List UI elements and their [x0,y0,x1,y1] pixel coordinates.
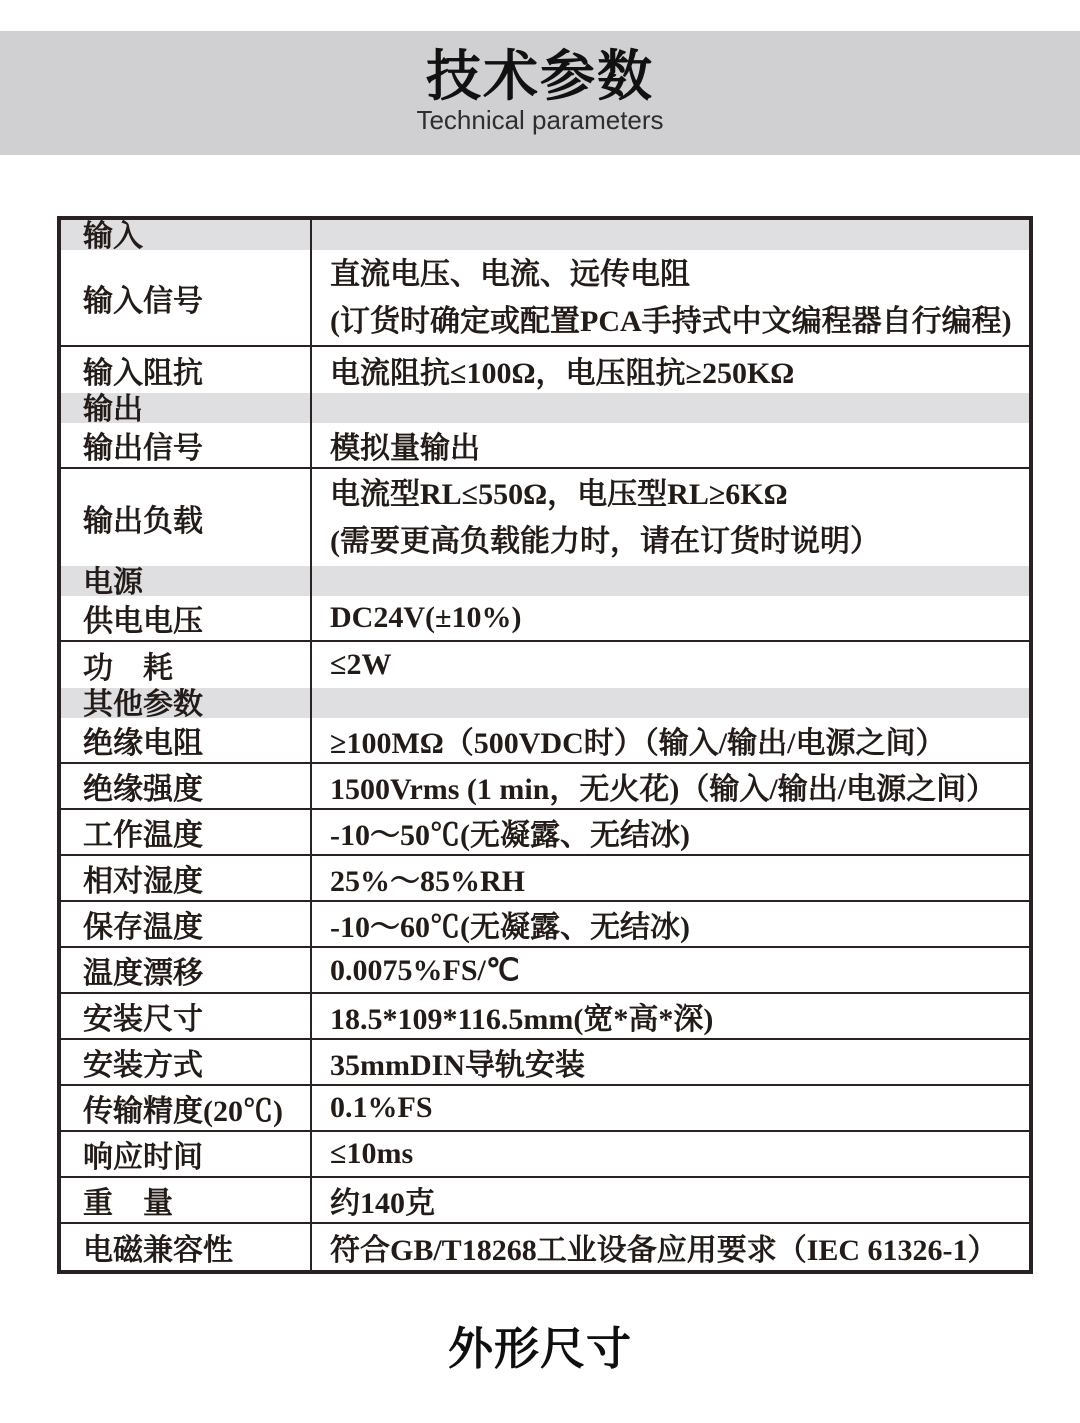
table-row [61,347,1029,393]
param-value-line: (订货时确定或配置PCA手持式中文编程器自行编程) [330,304,1012,338]
param-value-line: -10～50℃(无凝露、无结冰) [330,819,690,852]
param-value-line: 电流型RL≤550Ω，电压型RL≥6KΩ [330,477,788,511]
param-value-line: 0.0075%FS/℃ [330,953,520,987]
param-value-cell [312,1178,1029,1222]
param-value-line: (需要更高负载能力时，请在订货时说明） [330,524,880,558]
param-value-cell [312,642,1029,688]
param-value-cell [312,764,1029,808]
section-row [61,220,1029,253]
spec-table [57,216,1033,1274]
param-name-cell: 输出 [61,393,312,423]
param-value-cell [312,393,1029,423]
param-value-line: ≤2W [330,648,392,681]
param-value-cell [312,1132,1029,1176]
param-name-cell: 重 量 [61,1178,312,1222]
param-value-cell [312,1086,1029,1130]
param-value-line: 0.1%FS [330,1091,433,1124]
table-row [61,1132,1029,1178]
param-value-cell [312,1040,1029,1084]
param-name-cell: 传输精度(20℃) [61,1086,312,1130]
param-value-cell [312,718,1029,762]
param-value-line: 35mmDIN导轨安装 [330,1049,585,1082]
table-row [61,1040,1029,1086]
table-row [61,642,1029,688]
param-value-line: ≥100MΩ（500VDC时）（输入/输出/电源之间） [330,727,946,760]
param-value-line: 符合GB/T18268工业设备应用要求（IEC 61326-1） [330,1234,998,1267]
table-row [61,423,1029,469]
param-value-cell [312,810,1029,854]
table-row [61,1224,1029,1270]
param-name-cell: 功 耗 [61,642,312,688]
table-row [61,856,1029,902]
param-value-line: 18.5*109*116.5mm(宽*高*深) [330,1003,714,1036]
param-name-cell: 输入阻抗 [61,347,312,393]
param-name-cell: 输出负载 [61,469,312,566]
table-row [61,250,1029,347]
param-value-cell [312,902,1029,946]
param-value-line: 25%～85%RH [330,865,525,898]
section-row [61,688,1029,721]
table-row [61,1086,1029,1132]
param-value-cell [312,1224,1029,1270]
param-value-line: 约140克 [330,1187,435,1220]
section-row [61,393,1029,426]
footer-section-title: 外形尺寸 [447,1323,632,1374]
param-name-cell: 温度漂移 [61,948,312,992]
param-value-cell [312,250,1029,345]
table-row [61,994,1029,1040]
param-name-cell: 绝缘强度 [61,764,312,808]
param-value-line: 直流电压、电流、远传电阻 [330,257,690,291]
param-value-cell [312,948,1029,992]
table-row [61,764,1029,810]
table-row [61,596,1029,642]
table-row [61,948,1029,994]
param-value-cell [312,423,1029,467]
param-value-cell [312,347,1029,393]
param-name-cell: 安装方式 [61,1040,312,1084]
param-name-cell: 电磁兼容性 [61,1224,312,1270]
table-row [61,718,1029,764]
param-value-line: ≤10ms [330,1137,414,1170]
param-name-cell: 保存温度 [61,902,312,946]
param-value-cell [312,469,1029,566]
param-name-cell: 相对湿度 [61,856,312,900]
param-name-cell: 输出信号 [61,423,312,467]
table-row [61,469,1029,566]
header-banner [0,31,1080,155]
param-name-cell: 绝缘电阻 [61,718,312,762]
param-value-cell [312,566,1029,596]
param-value-cell [312,596,1029,640]
table-row [61,902,1029,948]
param-name-cell: 工作温度 [61,810,312,854]
param-name-cell: 输入信号 [61,250,312,345]
page-subtitle: Technical parameters [416,105,664,135]
param-value-cell [312,994,1029,1038]
param-value-cell [312,220,1029,250]
page-title: 技术参数 [425,45,654,107]
param-name-cell: 安装尺寸 [61,994,312,1038]
param-value-cell [312,688,1029,718]
param-name-cell: 其他参数 [61,688,312,718]
param-value-line: 1500Vrms (1 min，无火花)（输入/输出/电源之间） [330,773,997,806]
param-value-line: -10～60℃(无凝露、无结冰) [330,911,690,944]
section-row [61,566,1029,599]
param-value-line: DC24V(±10%) [330,601,522,634]
param-value-cell [312,856,1029,900]
param-name-cell: 电源 [61,566,312,596]
table-row [61,810,1029,856]
param-value-line: 电流阻抗≤100Ω，电压阻抗≥250KΩ [330,357,795,390]
table-row [61,1178,1029,1224]
param-name-cell: 输入 [61,220,312,250]
param-name-cell: 供电电压 [61,596,312,640]
param-name-cell: 响应时间 [61,1132,312,1176]
param-value-line: 模拟量输出 [330,432,480,465]
